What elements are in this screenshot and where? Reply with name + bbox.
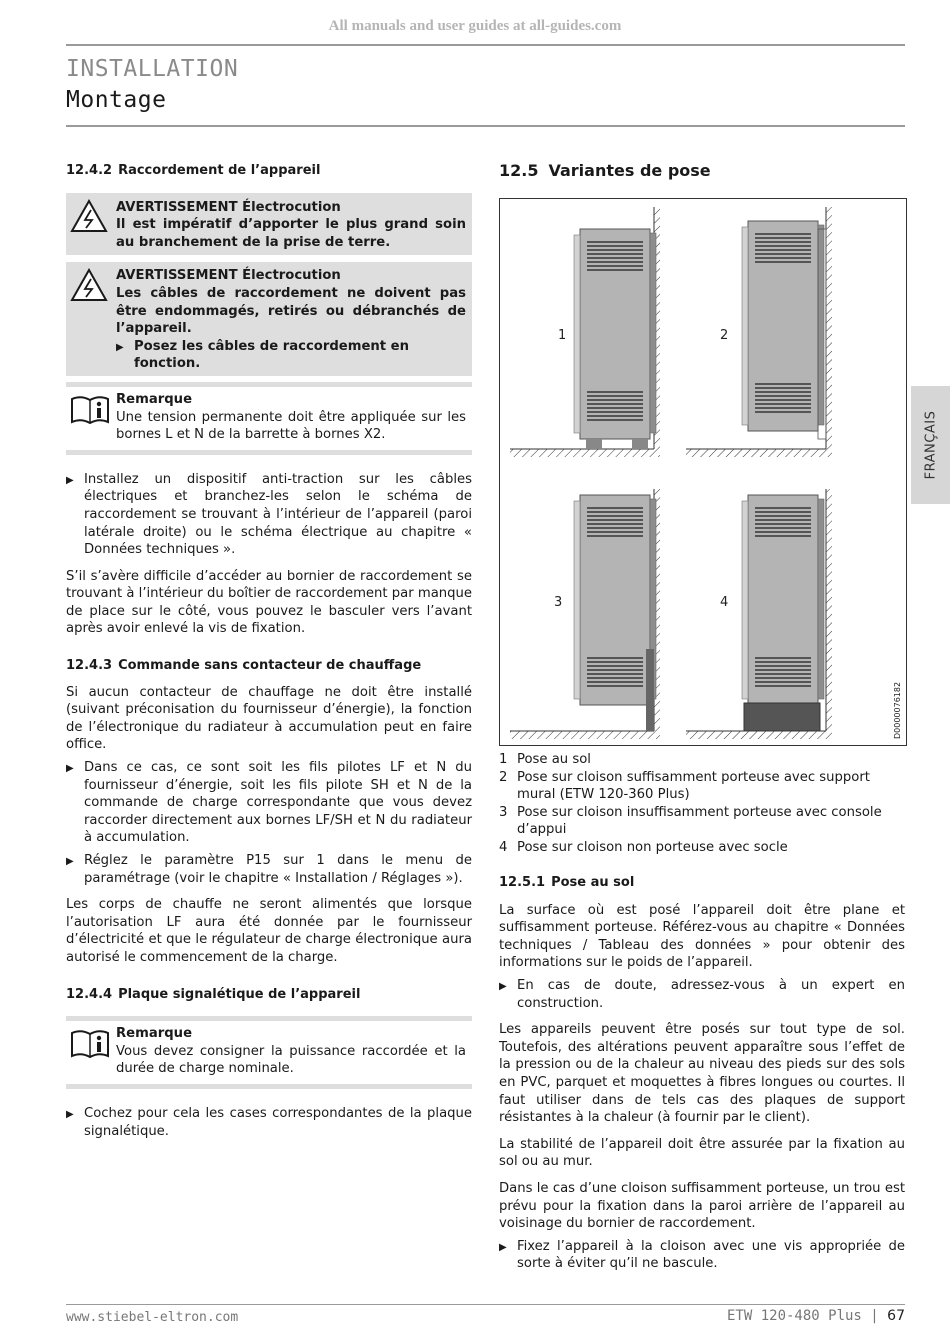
left-column <box>66 162 472 1140</box>
warning-2-bullet: ▶ Posez les câbles de raccordement en fonction. <box>116 338 466 373</box>
variant-1-floor <box>510 207 660 457</box>
heading-12-5-1: 12.5.1 Pose au sol <box>499 875 635 890</box>
paragraph-floor-types: Les appareils peuvent être posés sur tout type de sol. Toutefois, des altérations peuvent apparaître sous l’effet de la pression ou de la chaleur au niveau des pieds sur des sols en PVC, parquet et moquettes à fibres longues ou courtes. Il faut utiliser dans de tels cas des plaques de support résistantes à la chaleur (à fournir par le client). <box>499 1022 905 1126</box>
info-book-icon <box>70 1029 110 1059</box>
heading-12-4-4: 12.4.4 Plaque signalétique de l’appareil <box>66 986 361 1002</box>
paragraph-stability: La stabilité de l’appareil doit être assurée par la fixation au sol ou au mur. <box>499 1136 905 1170</box>
language-tab <box>911 386 950 504</box>
section-title: INSTALLATION <box>66 56 239 82</box>
note-2-head: Remarque <box>116 1026 193 1042</box>
heading-12-5: 12.5 Variantes de pose <box>499 161 711 180</box>
heading-12-4-3: 12.4.3 Commande sans contacteur de chauffage <box>66 658 422 674</box>
note-1-head: Remarque <box>116 391 193 407</box>
note-box-2 <box>66 1016 472 1089</box>
installation-variants-figure <box>499 198 907 746</box>
bullet-pilot-wires: ▶ Dans ce cas, ce sont soit les fils pilotes LF et N du fournisseur d’énergie, soit les fils pilote SH et N de la commande de charge correspondante que vous devez raccorder directement aux bornes LF/SH et N du radiateur à accumulation. <box>66 759 472 847</box>
variant-label-1: 1 <box>558 328 567 343</box>
variant-label-3: 3 <box>554 595 563 610</box>
legend-item: 3 Pose sur cloison insuffisamment porteuse avec console d’appui <box>499 804 882 838</box>
page-number: 67 <box>887 1308 905 1324</box>
footer-rule <box>66 1304 905 1305</box>
footer-separator: | <box>870 1308 879 1324</box>
figure-legend <box>499 751 905 857</box>
paragraph-terminal-access: S’il s’avère difficile d’accéder au bornier de raccordement se trouvant à l’intérieur du boîtier de raccordement par manque de place sur le côté, vous pouvez le basculer vers l’avant après avoir enlevé la vis de fixation. <box>66 568 472 637</box>
header-rule-bottom <box>66 125 905 127</box>
note-1-text: Une tension permanente doit être appliquée sur les bornes L et N de la barrette à bornes X2. <box>116 409 466 443</box>
electric-warning-icon <box>70 199 108 233</box>
legend-item: 4 Pose sur cloison non porteuse avec socle <box>499 839 788 855</box>
paragraph-wall-hole: Dans le cas d’une cloison suffisamment porteuse, un trou est prévu pour la fixation dans la paroi arrière de l’appareil au voisinage du bornier de raccordement. <box>499 1180 905 1232</box>
info-book-icon <box>70 395 110 425</box>
note-box-1 <box>66 382 472 455</box>
paragraph-no-contactor: Si aucun contacteur de chauffage ne doit être installé (suivant préconisation du fournisseur d’énergie), la fonction de l’électronique du radiateur à accumulation peut en faire office. <box>66 684 472 753</box>
warning-2-head: AVERTISSEMENT Électrocution <box>116 268 341 284</box>
bullet-parameter-p15: ▶ Réglez le paramètre P15 sur 1 dans le menu de paramétrage (voir le chapitre « Installation / Réglages »). <box>66 852 472 887</box>
variant-label-4: 4 <box>720 595 729 610</box>
legend-item: 2 Pose sur cloison suffisamment porteuse avec support mural (ETW 120-360 Plus) <box>499 769 870 803</box>
warning-2-text: Les câbles de raccordement ne doivent pas être endommagés, retirés ou débranchés de l’appareil. <box>116 285 466 337</box>
bullet-fix-to-wall: ▶ Fixez l’appareil à la cloison avec une vis appropriée de sorte à éviter qu’il ne bascule. <box>499 1238 905 1273</box>
electric-warning-icon <box>70 268 108 302</box>
heading-12-4-2: 12.4.2 Raccordement de l’appareil <box>66 163 321 178</box>
warning-1-text: Il est impératif d’apporter le plus grand soin au branchement de la prise de terre. <box>116 217 466 250</box>
section-subtitle: Montage <box>66 87 167 113</box>
language-tab-label: FRANÇAIS <box>923 410 938 480</box>
footer-model: ETW 120-480 Plus <box>727 1308 862 1324</box>
footer-page-info <box>727 1308 905 1324</box>
right-column-text <box>499 874 905 1273</box>
variant-2-wall-bracket <box>686 207 832 457</box>
variant-3-console <box>510 489 660 739</box>
bullet-expert: ▶ En cas de doute, adressez-vous à un expert en construction. <box>499 977 905 1012</box>
bullet-rating-plate: ▶ Cochez pour cela les cases correspondantes de la plaque signalétique. <box>66 1105 472 1140</box>
variant-4-plinth <box>686 489 832 739</box>
warning-box-1 <box>66 193 472 256</box>
header-rule <box>66 44 905 46</box>
footer-url: www.stiebel-eltron.com <box>66 1310 239 1325</box>
paragraph-floor-surface: La surface où est posé l’appareil doit être plane et suffisamment porteuse. Référez-vous au chapitre « Données techniques / Tableau des données » pour obtenir des informations sur le poids de l’appareil. <box>499 902 905 971</box>
right-heading-wrap <box>499 162 905 180</box>
watermark: All manuals and user guides at all-guides.com <box>328 18 622 34</box>
warning-box-2 <box>66 262 472 376</box>
variant-label-2: 2 <box>720 328 729 343</box>
warning-1-head: AVERTISSEMENT Électrocution <box>116 199 341 215</box>
legend-item: 1 Pose au sol <box>499 752 591 767</box>
figure-code: D0000076182 <box>893 681 902 739</box>
paragraph-heating-elements: Les corps de chauffe ne seront alimentés que lorsque l’autorisation LF aura été donnée par le fournisseur d’électricité et que le régulateur de charge électronique aura autorisé le commencement de la charge. <box>66 897 472 965</box>
note-2-text: Vous devez consigner la puissance raccordée et la durée de charge nominale. <box>116 1043 466 1077</box>
bullet-strain-relief: ▶ Installez un dispositif anti-traction sur les câbles électriques et branchez-les selon le schéma de raccordement se trouvant à l’intérieur de l’appareil (paroi latérale droite) ou le schéma électrique au chapitre « Données techniques ». <box>66 471 472 559</box>
